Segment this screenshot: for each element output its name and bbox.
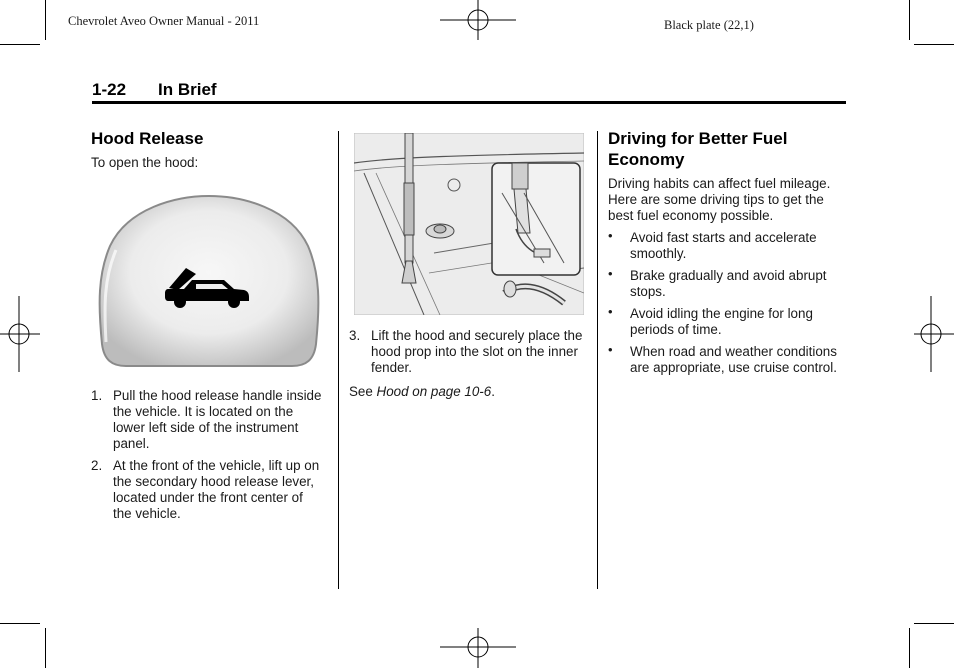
column-divider bbox=[338, 131, 339, 589]
see-reference bbox=[349, 384, 585, 400]
crop-mark bbox=[914, 623, 954, 624]
crop-mark bbox=[0, 623, 40, 624]
crop-mark bbox=[0, 44, 40, 45]
bullet-icon: • bbox=[608, 304, 613, 319]
bullet-icon: • bbox=[608, 266, 613, 281]
list-item bbox=[608, 344, 844, 376]
bullet-icon: • bbox=[608, 342, 613, 357]
list-item bbox=[608, 306, 844, 338]
column-divider bbox=[597, 131, 598, 589]
bullet-icon: • bbox=[608, 228, 613, 243]
hood-release-steps bbox=[91, 388, 323, 528]
step-text: Lift the hood and securely place the hood prop into the slot on the inner fender. bbox=[371, 328, 583, 375]
hood-page-link[interactable]: Hood on page 10-6 bbox=[376, 384, 492, 399]
page-number: 1-22 bbox=[92, 80, 127, 99]
hood-release-heading: Hood Release bbox=[91, 129, 204, 148]
step-marker: 1. bbox=[91, 388, 103, 403]
tip-text: Brake gradually and avoid abrupt stops. bbox=[630, 268, 827, 299]
fuel-economy-heading: Driving for Better Fuel Economy bbox=[608, 129, 788, 169]
see-prefix: See bbox=[349, 384, 377, 399]
crop-mark bbox=[909, 628, 910, 668]
registration-mark-top bbox=[440, 0, 516, 40]
registration-mark-bottom bbox=[440, 628, 516, 668]
page-header bbox=[92, 80, 217, 100]
list-item bbox=[608, 230, 844, 262]
see-suffix: . bbox=[491, 384, 495, 399]
registration-mark-right bbox=[914, 296, 954, 372]
fuel-economy-intro: Driving habits can affect fuel mileage. Here are some driving tips to get the best fuel economy possible. bbox=[608, 176, 831, 223]
left-column bbox=[91, 128, 323, 171]
step-text: At the front of the vehicle, lift up on the secondary hood release lever, located under the front center of the vehicle. bbox=[113, 458, 320, 521]
tip-text: Avoid idling the engine for long periods of time. bbox=[630, 306, 813, 337]
header-rule bbox=[92, 101, 846, 104]
hood-release-intro: To open the hood: bbox=[91, 155, 199, 170]
crop-mark bbox=[914, 44, 954, 45]
list-item bbox=[349, 328, 585, 376]
list-item bbox=[91, 458, 323, 522]
step-marker: 2. bbox=[91, 458, 103, 473]
step-marker: 3. bbox=[349, 328, 361, 343]
manual-title: Chevrolet Aveo Owner Manual - 2011 bbox=[68, 14, 260, 28]
tip-text: When road and weather conditions are appropriate, use cruise control. bbox=[630, 344, 837, 375]
list-item bbox=[91, 388, 323, 452]
crop-mark bbox=[45, 0, 46, 40]
hood-prop-illustration bbox=[354, 133, 584, 315]
step-text: Pull the hood release handle inside the vehicle. It is located on the lower left side of the instrument panel. bbox=[113, 388, 322, 451]
crop-mark bbox=[909, 0, 910, 40]
tip-text: Avoid fast starts and accelerate smoothly. bbox=[630, 230, 817, 261]
registration-mark-left bbox=[0, 296, 40, 372]
plate-label: Black plate (22,1) bbox=[664, 18, 754, 32]
hood-release-icon bbox=[96, 194, 322, 370]
middle-column bbox=[349, 328, 585, 400]
section-title: In Brief bbox=[158, 80, 217, 99]
crop-mark bbox=[45, 628, 46, 668]
list-item bbox=[608, 268, 844, 300]
right-column bbox=[608, 128, 844, 382]
